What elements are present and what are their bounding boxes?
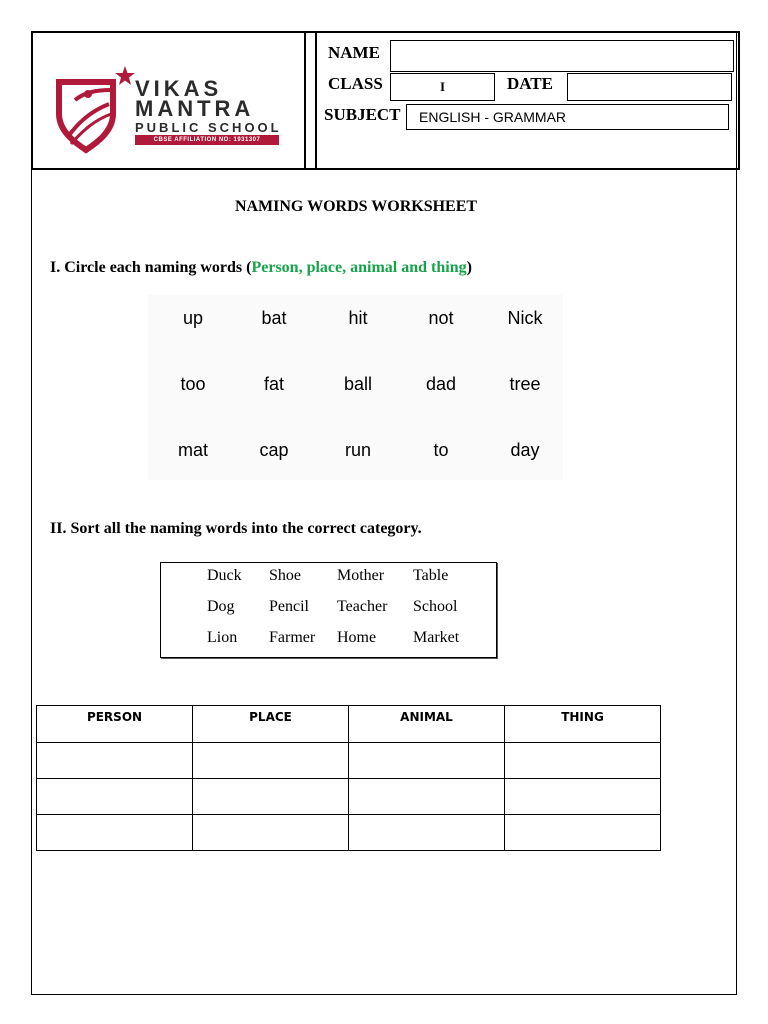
worksheet-title: NAMING WORDS WORKSHEET <box>234 198 478 215</box>
word-item[interactable]: up <box>182 308 204 328</box>
category-table <box>36 705 661 851</box>
school-name-line3: PUBLIC SCHOOL <box>135 120 282 135</box>
school-name-line2: MANTRA <box>135 96 255 121</box>
word-item[interactable]: Nick <box>507 308 543 328</box>
school-name-line1: VIKAS <box>135 76 223 101</box>
word-bank-item: School <box>413 598 458 615</box>
word-bank-item: Dog <box>207 598 235 615</box>
header-divider <box>304 31 306 170</box>
section1-highlight: Person, place, animal and thing <box>251 259 467 276</box>
subject-label: SUBJECT <box>324 105 401 124</box>
answer-cell[interactable] <box>349 743 505 779</box>
date-label: DATE <box>507 74 553 93</box>
answer-cell[interactable] <box>193 743 349 779</box>
answer-cell[interactable] <box>505 815 661 851</box>
subject-field[interactable]: ENGLISH - GRAMMAR <box>406 104 729 130</box>
table-row <box>37 779 661 815</box>
header-divider <box>315 31 317 170</box>
header-place: PLACE <box>193 706 349 743</box>
word-item[interactable]: cap <box>259 440 289 460</box>
name-field[interactable] <box>390 40 734 72</box>
word-item[interactable]: too <box>180 374 206 394</box>
class-field[interactable]: I <box>390 73 495 101</box>
answer-cell[interactable] <box>37 779 193 815</box>
section1-prefix: I. Circle each naming words ( <box>50 259 252 276</box>
section1-instruction <box>50 259 472 277</box>
word-bank-item: Table <box>413 567 449 584</box>
word-bank-item: Pencil <box>269 598 309 615</box>
word-item[interactable]: run <box>344 440 371 460</box>
answer-cell[interactable] <box>37 815 193 851</box>
date-field[interactable] <box>567 73 732 101</box>
word-item[interactable]: bat <box>261 308 287 328</box>
answer-cell[interactable] <box>349 779 505 815</box>
answer-cell[interactable] <box>193 815 349 851</box>
name-label: NAME <box>328 43 380 62</box>
word-bank-item: Mother <box>337 567 385 584</box>
affiliation-badge: CBSE AFFILIATION NO: 1931307 <box>135 135 279 145</box>
table-header-row <box>37 706 661 743</box>
header-thing: THING <box>505 706 661 743</box>
section2-instruction: II. Sort all the naming words into the correct category. <box>50 520 422 537</box>
word-item[interactable]: to <box>433 440 449 460</box>
word-bank-item: Duck <box>207 567 242 584</box>
word-item[interactable]: hit <box>348 308 368 328</box>
section1-suffix: ) <box>466 259 472 276</box>
word-bank-item: Lion <box>207 629 238 646</box>
word-item[interactable]: not <box>428 308 454 328</box>
word-item[interactable]: tree <box>509 374 541 394</box>
class-label: CLASS <box>328 74 383 93</box>
word-item[interactable]: dad <box>425 374 457 394</box>
answer-cell[interactable] <box>37 743 193 779</box>
word-bank-item: Market <box>413 629 460 646</box>
header-animal: ANIMAL <box>349 706 505 743</box>
word-item[interactable]: ball <box>343 374 373 394</box>
word-item[interactable]: fat <box>263 374 284 394</box>
word-item[interactable]: mat <box>177 440 208 460</box>
answer-cell[interactable] <box>505 743 661 779</box>
school-logo <box>55 64 285 154</box>
answer-cell[interactable] <box>505 779 661 815</box>
word-bank-item: Teacher <box>337 598 388 615</box>
word-bank-item: Home <box>337 629 377 646</box>
word-bank-item: Farmer <box>269 629 316 646</box>
table-row <box>37 743 661 779</box>
table-row <box>37 815 661 851</box>
word-item[interactable]: day <box>510 440 540 460</box>
header-person: PERSON <box>37 706 193 743</box>
school-crest-icon <box>55 64 135 154</box>
answer-cell[interactable] <box>193 779 349 815</box>
answer-cell[interactable] <box>349 815 505 851</box>
word-bank-item: Shoe <box>269 567 301 584</box>
